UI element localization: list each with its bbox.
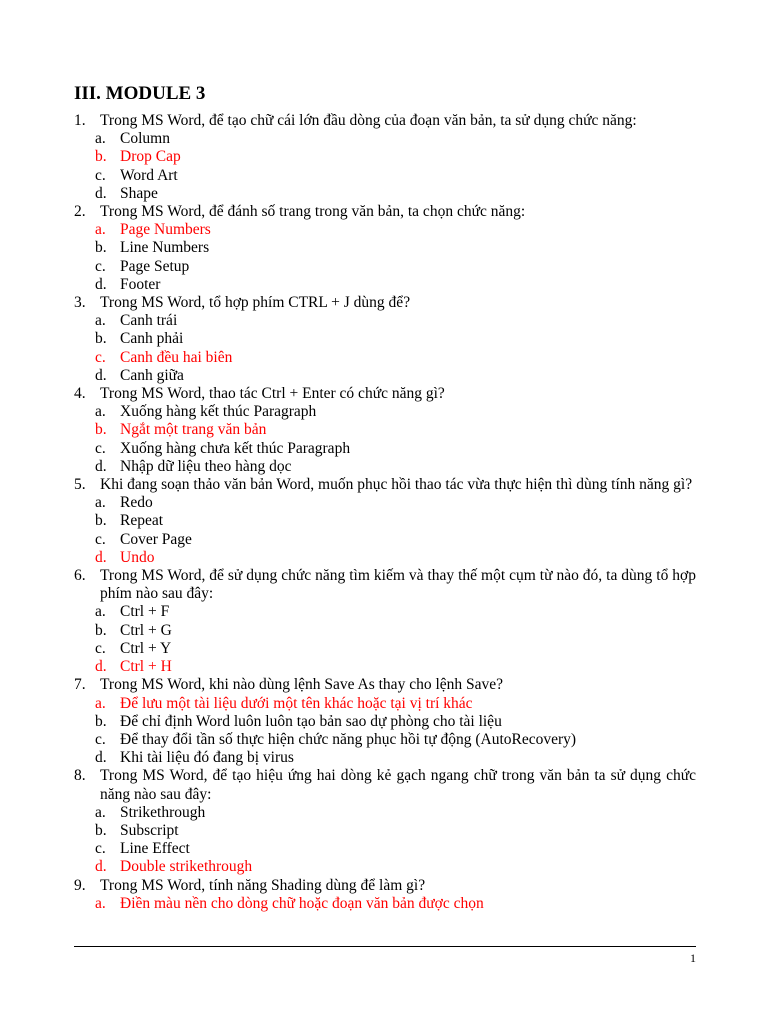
- question-row: [74, 567, 696, 603]
- option-text: Ctrl + Y: [120, 639, 172, 657]
- option-text: Canh trái: [120, 312, 178, 330]
- question-text: Trong MS Word, để sử dụng chức năng tìm kiếm và thay thế một cụm từ nào đó, ta dùng tổ hợp phím nào sau đây:: [100, 567, 696, 603]
- question-number: 3.: [74, 294, 86, 312]
- question-text: Trong MS Word, để đánh số trang trong văn bản, ta chọn chức năng:: [100, 203, 526, 221]
- option-text: Để chỉ định Word luôn luôn tạo bản sao dự phòng cho tài liệu: [120, 712, 502, 730]
- option-letter: b.: [95, 148, 107, 166]
- question-row: [74, 767, 696, 803]
- option-letter: c.: [95, 439, 106, 457]
- answer-option: [74, 440, 696, 458]
- option-text: Line Effect: [120, 840, 190, 858]
- option-text: Xuống hàng kết thúc Paragraph: [120, 403, 317, 421]
- answer-option: [74, 494, 696, 512]
- option-letter: c.: [95, 530, 106, 548]
- answer-option: [74, 531, 696, 549]
- option-text: Ngắt một trang văn bản: [120, 421, 267, 439]
- answer-option: [74, 640, 696, 658]
- answer-option: [74, 804, 696, 822]
- option-text: Để thay đổi tần số thực hiện chức năng phục hồi tự động (AutoRecovery): [120, 730, 577, 748]
- answer-options: [74, 403, 696, 476]
- option-letter: d.: [95, 275, 107, 293]
- answer-options: [74, 312, 696, 385]
- answer-option: [74, 130, 696, 148]
- option-text: Để lưu một tài liệu dưới một tên khác hoặc tại vị trí khác: [120, 694, 473, 712]
- answer-options: [74, 695, 696, 768]
- question-text: Trong MS Word, khi nào dùng lệnh Save As thay cho lệnh Save?: [100, 676, 504, 694]
- answer-option: [74, 749, 696, 767]
- question-number: 8.: [74, 767, 86, 785]
- question-number: 9.: [74, 876, 86, 894]
- option-letter: a.: [95, 130, 106, 148]
- question-text: Trong MS Word, để tạo chữ cái lớn đầu dòng của đoạn văn bản, ta sử dụng chức năng:: [100, 112, 637, 129]
- option-letter: b.: [95, 621, 107, 639]
- answer-option: [74, 731, 696, 749]
- option-text: Page Numbers: [120, 221, 211, 239]
- option-letter: d.: [95, 749, 107, 767]
- option-letter: a.: [95, 312, 106, 330]
- option-text: Ctrl + F: [120, 603, 170, 621]
- answer-option: [74, 822, 696, 840]
- question-item: [74, 203, 696, 294]
- option-letter: d.: [95, 457, 107, 475]
- option-letter: a.: [95, 694, 106, 712]
- option-letter: b.: [95, 239, 107, 257]
- option-text: Undo: [120, 548, 155, 566]
- option-text: Page Setup: [120, 257, 190, 275]
- option-text: Subscript: [120, 821, 179, 839]
- question-item: [74, 112, 696, 203]
- option-letter: c.: [95, 348, 106, 366]
- section-heading: III. MODULE 3: [74, 83, 206, 104]
- answer-options: [74, 221, 696, 294]
- option-text: Khi tài liệu đó đang bị virus: [120, 749, 294, 767]
- option-letter: b.: [95, 421, 107, 439]
- option-text: Redo: [120, 494, 153, 512]
- question-number: 6.: [74, 567, 86, 585]
- answer-option: [74, 276, 696, 294]
- option-letter: c.: [95, 166, 106, 184]
- footer-divider: [74, 946, 696, 947]
- answer-option: [74, 512, 696, 530]
- option-text: Canh đều hai biên: [120, 348, 233, 366]
- option-text: Strikethrough: [120, 803, 206, 821]
- question-item: [74, 567, 696, 676]
- answer-options: [74, 130, 696, 203]
- answer-option: [74, 258, 696, 276]
- question-list: [74, 112, 696, 913]
- question-text: Trong MS Word, để tạo hiệu ứng hai dòng kẻ gạch ngang chữ trong văn bản ta sử dụng chức năng nào sau đây:: [100, 767, 696, 803]
- answer-option: [74, 603, 696, 621]
- question-number: 4.: [74, 385, 86, 403]
- option-letter: a.: [95, 494, 106, 512]
- answer-option-correct: [74, 858, 696, 876]
- option-letter: d.: [95, 184, 107, 202]
- answer-option: [74, 185, 696, 203]
- answer-options: [74, 895, 696, 913]
- question-item: [74, 676, 696, 767]
- question-text: Trong MS Word, tính năng Shading dùng để làm gì?: [100, 876, 426, 894]
- question-text: Trong MS Word, thao tác Ctrl + Enter có chức năng gì?: [100, 385, 445, 403]
- option-letter: a.: [95, 603, 106, 621]
- answer-options: [74, 804, 696, 877]
- option-letter: c.: [95, 730, 106, 748]
- question-number: 1.: [74, 112, 86, 129]
- answer-option: [74, 239, 696, 257]
- option-text: Double strikethrough: [120, 858, 253, 876]
- option-letter: a.: [95, 894, 106, 912]
- answer-option-correct: [74, 695, 696, 713]
- question-row: [74, 112, 696, 130]
- question-item: [74, 476, 696, 567]
- option-text: Canh giữa: [120, 366, 184, 384]
- answer-option: [74, 840, 696, 858]
- answer-option-correct: [74, 421, 696, 439]
- answer-option: [74, 330, 696, 348]
- question-item: [74, 877, 696, 913]
- option-text: Ctrl + H: [120, 658, 172, 676]
- option-letter: a.: [95, 803, 106, 821]
- option-text: Shape: [120, 184, 158, 202]
- answer-options: [74, 603, 696, 676]
- answer-option: [74, 167, 696, 185]
- page-number: 1: [690, 951, 696, 965]
- answer-option: [74, 403, 696, 421]
- option-letter: d.: [95, 858, 107, 876]
- answer-option-correct: [74, 658, 696, 676]
- option-text: Word Art: [120, 166, 178, 184]
- answer-option: [74, 367, 696, 385]
- question-text: Khi đang soạn thảo văn bản Word, muốn phục hồi thao tác vừa thực hiện thì dùng tính năng gì?: [100, 476, 693, 494]
- option-text: Line Numbers: [120, 239, 210, 257]
- option-letter: c.: [95, 257, 106, 275]
- option-text: Canh phải: [120, 330, 184, 348]
- question-row: [74, 385, 696, 403]
- answer-option-correct: [74, 895, 696, 913]
- question-number: 5.: [74, 476, 86, 494]
- question-row: [74, 676, 696, 694]
- question-item: [74, 294, 696, 385]
- answer-option-correct: [74, 349, 696, 367]
- answer-option-correct: [74, 148, 696, 166]
- option-letter: d.: [95, 658, 107, 676]
- option-letter: c.: [95, 840, 106, 858]
- answer-option-correct: [74, 221, 696, 239]
- option-text: Xuống hàng chưa kết thúc Paragraph: [120, 439, 351, 457]
- answer-option-correct: [74, 549, 696, 567]
- option-text: Repeat: [120, 512, 164, 530]
- question-number: 7.: [74, 676, 86, 694]
- option-letter: b.: [95, 712, 107, 730]
- answer-option: [74, 458, 696, 476]
- option-text: Cover Page: [120, 530, 192, 548]
- option-letter: b.: [95, 330, 107, 348]
- option-text: Column: [120, 130, 170, 148]
- option-text: Điền màu nền cho dòng chữ hoặc đoạn văn bản được chọn: [120, 894, 484, 912]
- option-letter: b.: [95, 512, 107, 530]
- answer-option: [74, 713, 696, 731]
- option-letter: a.: [95, 221, 106, 239]
- option-text: Ctrl + G: [120, 621, 172, 639]
- question-item: [74, 767, 696, 876]
- option-text: Nhập dữ liệu theo hàng dọc: [120, 457, 292, 475]
- answer-options: [74, 494, 696, 567]
- option-letter: d.: [95, 548, 107, 566]
- option-text: Footer: [120, 275, 161, 293]
- answer-option: [74, 622, 696, 640]
- question-row: [74, 294, 696, 312]
- question-text: Trong MS Word, tổ hợp phím CTRL + J dùng để?: [100, 294, 411, 312]
- question-row: [74, 203, 696, 221]
- question-row: [74, 476, 696, 494]
- option-letter: c.: [95, 639, 106, 657]
- option-letter: d.: [95, 366, 107, 384]
- option-letter: a.: [95, 403, 106, 421]
- option-text: Drop Cap: [120, 148, 181, 166]
- answer-option: [74, 312, 696, 330]
- option-letter: b.: [95, 821, 107, 839]
- question-item: [74, 385, 696, 476]
- question-number: 2.: [74, 203, 86, 221]
- question-row: [74, 877, 696, 895]
